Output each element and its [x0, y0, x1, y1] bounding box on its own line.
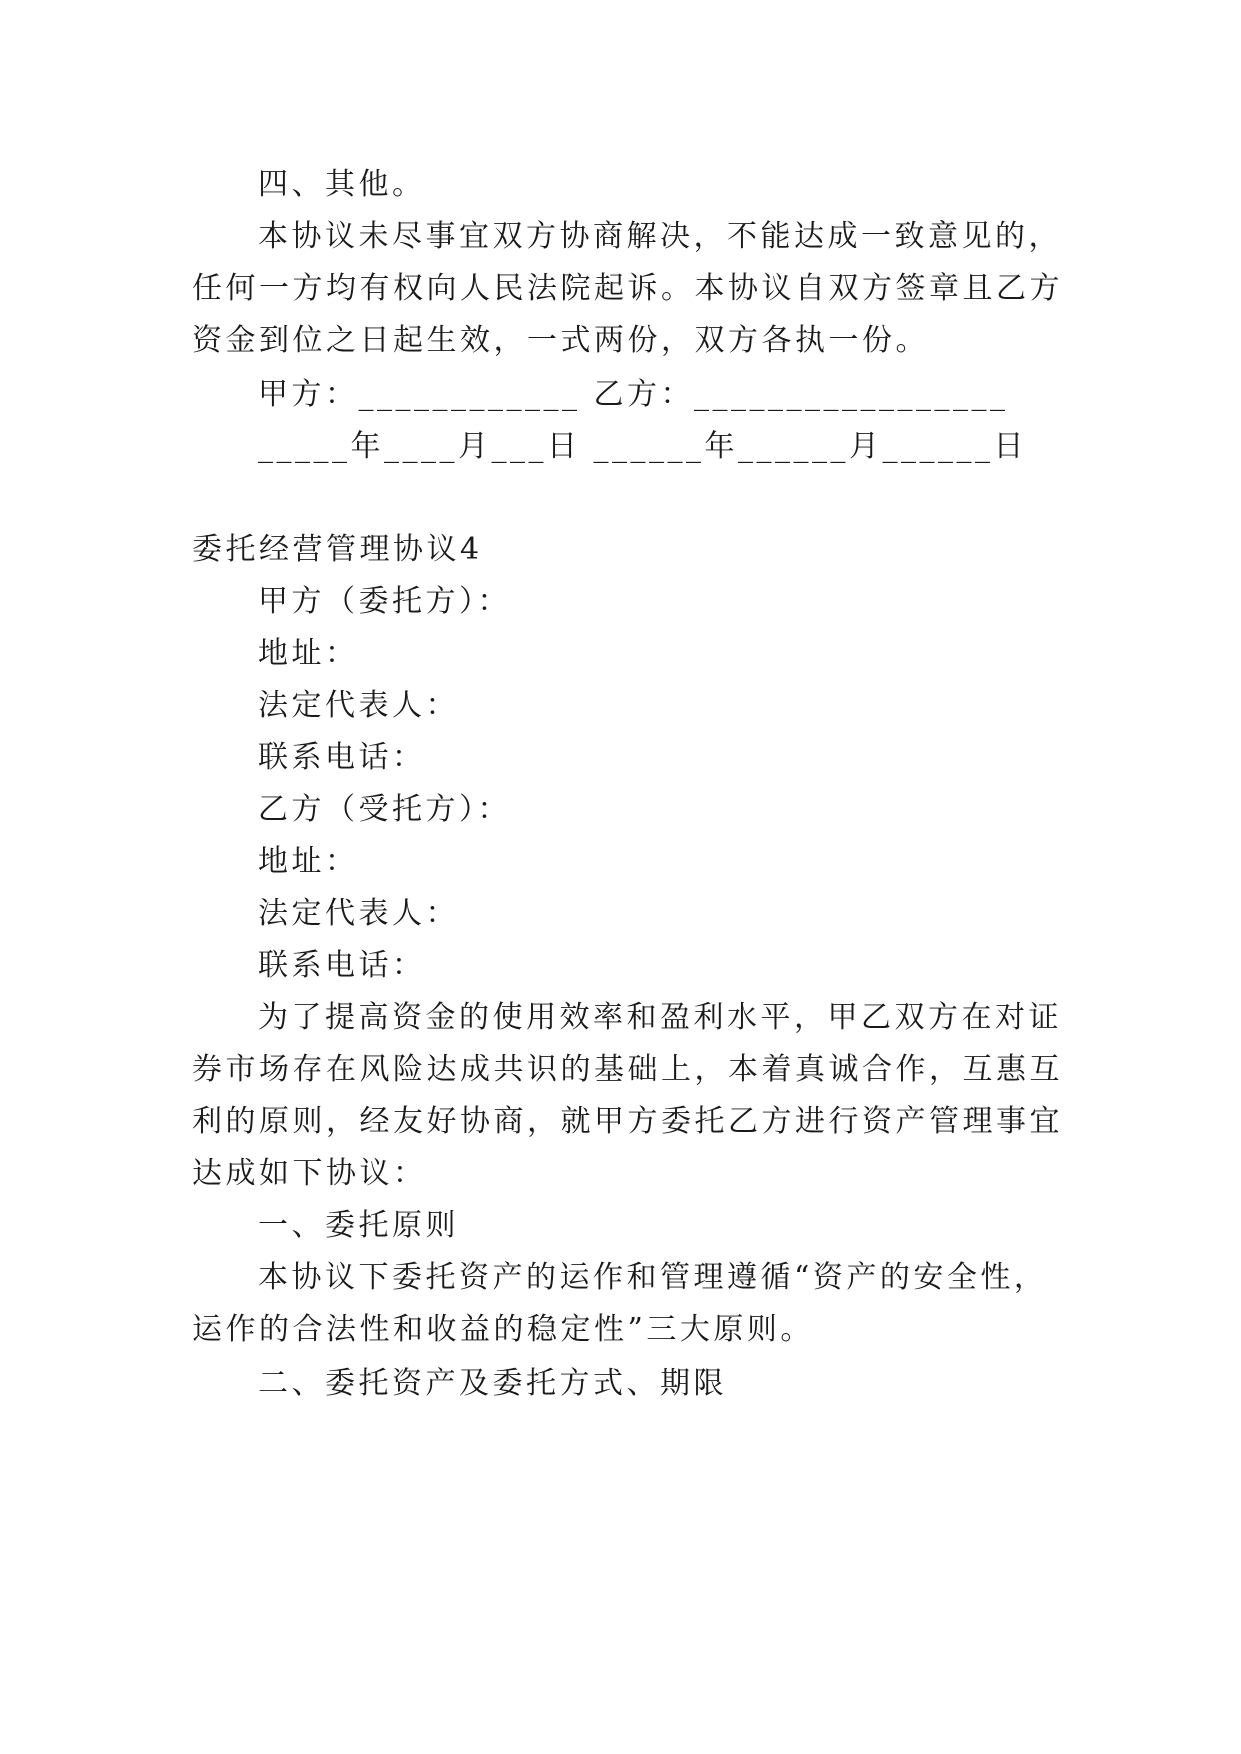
- date-line: _____年____月___日 ______年______月______日: [258, 429, 1028, 464]
- section-heading-assets: 二、委托资产及委托方式、期限: [258, 1366, 727, 1401]
- party-b-label: 乙方（受托方）：: [258, 792, 511, 827]
- signature-line: 甲方：____________ 乙方：_________________: [258, 377, 1009, 412]
- paragraph-line: 运作的合法性和收益的稳定性”三大原则。: [192, 1312, 814, 1347]
- party-a-phone: 联系电话：: [258, 740, 426, 775]
- agreement-title: 委托经营管理协议4: [192, 532, 483, 567]
- party-a-address: 地址：: [258, 636, 359, 671]
- paragraph-line: 达成如下协议：: [192, 1156, 427, 1191]
- party-b-legal-rep: 法定代表人：: [258, 896, 459, 931]
- party-a-label: 甲方（委托方）：: [258, 584, 511, 619]
- paragraph-line: 资金到位之日起生效，一式两份，双方各执一份。: [192, 323, 929, 358]
- paragraph-line: 本协议下委托资产的运作和管理遵循“资产的安全性，: [258, 1260, 1048, 1295]
- section-heading-principle: 一、委托原则: [258, 1208, 459, 1243]
- paragraph-line: 为了提高资金的使用效率和盈利水平，甲乙双方在对证: [258, 1000, 1062, 1035]
- section-heading-other: 四、其他。: [258, 167, 426, 202]
- paragraph-line: 利的原则，经友好协商，就甲方委托乙方进行资产管理事宜: [192, 1104, 1063, 1139]
- paragraph-line: 本协议未尽事宜双方协商解决，不能达成一致意见的，: [258, 219, 1062, 254]
- party-a-legal-rep: 法定代表人：: [258, 688, 459, 723]
- party-b-address: 地址：: [258, 844, 359, 879]
- paragraph-line: 券市场存在风险达成共识的基础上，本着真诚合作，互惠互: [192, 1052, 1063, 1087]
- paragraph-line: 任何一方均有权向人民法院起诉。本协议自双方签章且乙方: [192, 271, 1063, 306]
- party-b-phone: 联系电话：: [258, 948, 426, 983]
